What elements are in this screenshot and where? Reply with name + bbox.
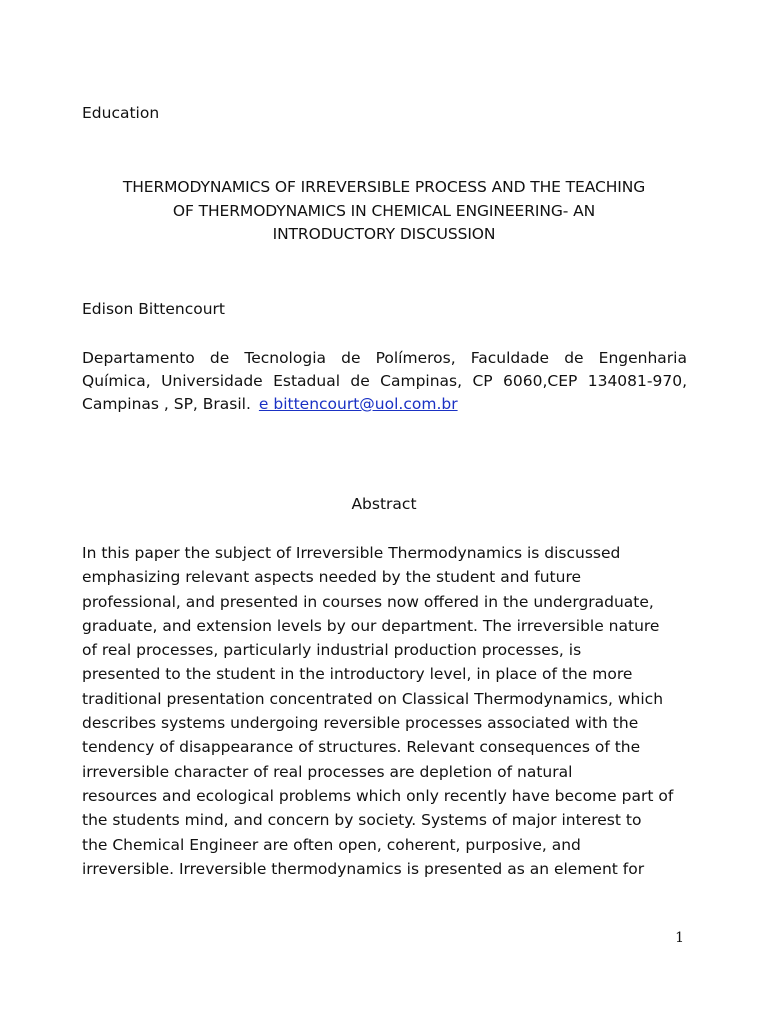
abstract-line: describes systems undergoing reversible processes associated with the — [82, 714, 639, 733]
author-name: Edison Bittencourt — [82, 300, 225, 318]
abstract-line: resources and ecological problems which only recently have become part of — [82, 786, 674, 805]
affiliation — [82, 347, 687, 416]
abstract-line: presented to the student in the introductory level, in place of the more — [82, 665, 633, 684]
affiliation-line: Química, Universidade Estadual de Campinas, CP 6060,CEP 134081-970, — [82, 372, 687, 390]
email-link[interactable]: e bittencourt@uol.com.br — [258, 395, 458, 413]
title-line: OF THERMODYNAMICS IN CHEMICAL ENGINEERING- AN — [172, 201, 596, 220]
abstract-line: irreversible. Irreversible thermodynamics is presented as an element for — [82, 859, 645, 878]
abstract-line: of real processes, particularly industrial production processes, is — [82, 641, 582, 660]
abstract-body — [82, 541, 702, 881]
abstract-line: tendency of disappearance of structures. Relevant consequences of the — [82, 738, 641, 757]
abstract-line: In this paper the subject of Irreversible Thermodynamics is discussed — [82, 544, 621, 562]
page-number: 1 — [675, 930, 684, 946]
abstract-line: professional, and presented in courses now offered in the undergraduate, — [82, 592, 654, 611]
section-label: Education — [82, 104, 160, 122]
abstract-line: graduate, and extension levels by our department. The irreversible nature — [82, 616, 660, 635]
abstract-line: the Chemical Engineer are often open, coherent, purposive, and — [82, 835, 581, 854]
affiliation-line: Departamento de Tecnologia de Polímeros, Faculdade de Engenharia — [82, 349, 687, 367]
abstract-line: the students mind, and concern by society. Systems of major interest to — [82, 811, 642, 830]
affiliation-location: Campinas , SP, Brasil. — [82, 395, 251, 413]
abstract-line: emphasizing relevant aspects needed by the student and future — [82, 568, 582, 587]
abstract-heading: Abstract — [351, 495, 417, 513]
paper-title — [60, 176, 708, 247]
title-line: INTRODUCTORY DISCUSSION — [272, 225, 496, 243]
title-line: THERMODYNAMICS OF IRREVERSIBLE PROCESS AND THE TEACHING — [122, 178, 646, 196]
abstract-line: irreversible character of real processes are depletion of natural — [82, 762, 573, 781]
affiliation-line-last — [82, 393, 687, 416]
abstract-line: traditional presentation concentrated on Classical Thermodynamics, which — [82, 689, 664, 708]
